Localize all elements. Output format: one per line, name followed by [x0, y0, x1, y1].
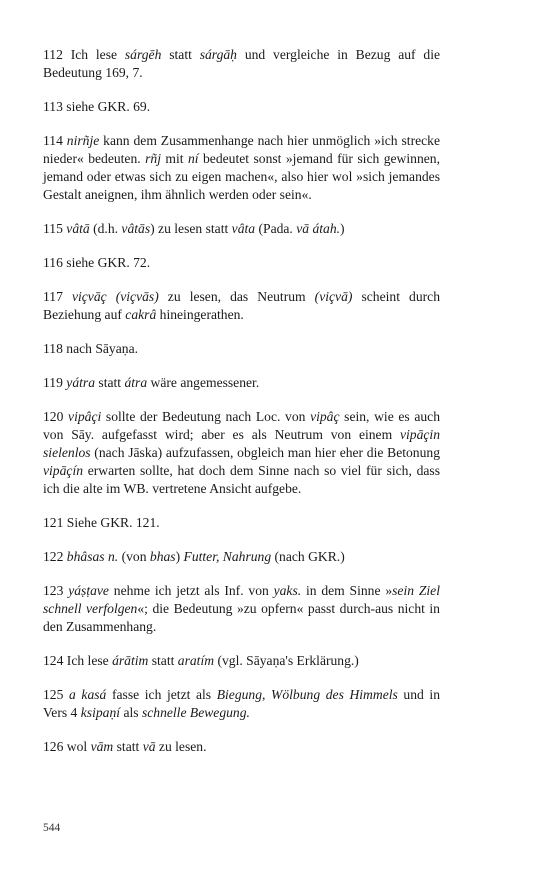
- footnote-text: 121 Siehe GKR. 121.: [43, 515, 160, 530]
- footnote-text: «; die Bedeutung »zu opfern« passt durch-aus nicht in den Zusammenhang.: [43, 601, 440, 634]
- footnote-text: 113 siehe GKR. 69.: [43, 99, 151, 114]
- footnote-italic-term: bhâsas n.: [66, 549, 119, 564]
- footnote: [43, 288, 440, 324]
- footnote-italic-term: sein Ziel schnell verfolgen: [43, 583, 440, 616]
- footnote-italic-term: viçvāç (viçvās): [71, 289, 159, 304]
- footnote-text: (nach GKR.): [271, 549, 345, 564]
- footnote-text: ): [340, 221, 345, 236]
- footnote-text: 120: [43, 409, 69, 424]
- footnote-text: 124 Ich lese: [43, 653, 113, 668]
- footnote: [43, 548, 440, 566]
- footnote-italic-term: bhas: [149, 549, 176, 564]
- footnote-text: fasse ich jetzt als: [106, 687, 217, 702]
- footnote-italic-term: rñj: [145, 151, 161, 166]
- footnote-italic-term: vām: [90, 739, 114, 754]
- footnote-italic-term: vâta: [231, 221, 256, 236]
- footnote: [43, 582, 440, 636]
- page-number: 544: [43, 822, 61, 834]
- footnote: [43, 652, 440, 670]
- footnote-italic-term: árātim: [112, 653, 149, 668]
- footnote-italic-term: nirñje: [66, 133, 100, 148]
- footnote: [43, 408, 440, 498]
- footnote: [43, 46, 440, 82]
- footnote-text: nehme ich jetzt als Inf. von: [108, 583, 274, 598]
- footnote-italic-term: schnelle Bewegung.: [141, 705, 250, 720]
- footnote-text: kann dem Zusammenhange nach hier unmöglich »ich strecke nieder« bedeuten.: [43, 133, 440, 166]
- footnote-italic-term: sárgēh: [124, 47, 162, 62]
- footnote-text: statt: [148, 653, 178, 668]
- footnote: [43, 132, 440, 204]
- footnote-text: statt: [95, 375, 125, 390]
- footnote: [43, 220, 440, 238]
- footnote-italic-term: vā: [142, 739, 156, 754]
- footnote-italic-term: (viçvā): [314, 289, 353, 304]
- footnote-italic-term: aratím: [177, 653, 215, 668]
- footnote-italic-term: a kasá: [69, 687, 107, 702]
- footnote-text: zu lesen, das Neutrum: [158, 289, 315, 304]
- footnote-text: 115: [43, 221, 67, 236]
- footnote-italic-term: ksipaṇí: [80, 705, 121, 720]
- footnote-text: wäre angemessener.: [147, 375, 260, 390]
- footnote: [43, 514, 440, 532]
- footnote-italic-term: vipâçi: [68, 409, 102, 424]
- footnote: [43, 738, 440, 756]
- footnote-italic-term: sárgāḥ: [199, 47, 237, 62]
- footnote-text: 114: [43, 133, 67, 148]
- footnote-italic-term: vipāçín: [43, 463, 84, 478]
- footnote-text: (d.h.: [89, 221, 122, 236]
- footnote-text: sein, wie es auch von Sāy. aufgefasst wird; aber es als Neutrum von einem: [43, 409, 440, 442]
- footnote-text: 125: [43, 687, 70, 702]
- footnote-text: statt: [161, 47, 200, 62]
- footnote-text: ) zu lesen statt: [150, 221, 232, 236]
- footnote: [43, 254, 440, 272]
- footnote-italic-term: vâtās: [121, 221, 151, 236]
- footnote-text: (von: [118, 549, 150, 564]
- footnote-text: (Pada.: [255, 221, 297, 236]
- footnote-text: erwarten sollte, hat doch dem Sinne nach so viel für sich, dass ich die alte im WB. vertretene Ansicht aufgebe.: [43, 463, 440, 496]
- footnote-text: als: [120, 705, 142, 720]
- footnote: [43, 374, 440, 392]
- footnote-text: zu lesen.: [155, 739, 207, 754]
- footnote-text: hineingerathen.: [156, 307, 244, 322]
- footnote-text: 122: [43, 549, 67, 564]
- footnote-italic-term: Futter, Nahrung: [183, 549, 272, 564]
- footnote-text: und vergleiche in Bezug auf die Bedeutung 169, 7.: [43, 47, 440, 80]
- footnote-text: mit: [160, 151, 188, 166]
- footnote-text: (vgl. Sāyaṇa's Erklärung.): [214, 653, 359, 668]
- footnote-text: 123: [43, 583, 69, 598]
- footnote-text: statt: [113, 739, 143, 754]
- footnote-text: 119: [43, 375, 67, 390]
- footnotes-list: [43, 46, 440, 772]
- footnote-text: scheint durch Beziehung auf: [43, 289, 440, 322]
- footnote-italic-term: yaks.: [273, 583, 302, 598]
- footnote-italic-term: yátra: [66, 375, 95, 390]
- footnote: [43, 340, 440, 358]
- footnote-italic-term: vā átah.: [296, 221, 341, 236]
- footnote-text: ): [175, 549, 184, 564]
- footnote-italic-term: Biegung, Wölbung des Himmels: [216, 687, 398, 702]
- footnote-italic-term: vipâç: [310, 409, 340, 424]
- footnote-text: 118 nach Sāyaṇa.: [43, 341, 138, 356]
- footnote-text: 126 wol: [43, 739, 91, 754]
- footnote-italic-term: yáṣṭave: [68, 583, 109, 598]
- footnote: [43, 686, 440, 722]
- footnote-italic-term: vâtā: [66, 221, 90, 236]
- footnote-text: 112 Ich lese: [43, 47, 125, 62]
- footnote-text: und in Vers 4: [43, 687, 440, 720]
- footnote-text: 117: [43, 289, 72, 304]
- footnote-text: (nach Jāska) aufzufassen, obgleich man hier eher die Betonung: [90, 445, 440, 460]
- footnote-text: bedeutet sonst »jemand für sich gewinnen, jemand oder etwas sich zu eigen machen«, also hier wol »sich jemandes Gestalt aneignen, ihm ähnlich werden oder sein«.: [43, 151, 440, 202]
- footnote-italic-term: átra: [124, 375, 148, 390]
- footnote-italic-term: ní: [187, 151, 199, 166]
- footnote-text: sollte der Bedeutung nach Loc. von: [101, 409, 311, 424]
- footnote-text: in dem Sinne »: [301, 583, 393, 598]
- footnote: [43, 98, 440, 116]
- footnote-italic-term: vipāçin sielenlos: [43, 427, 440, 460]
- footnote-text: 116 siehe GKR. 72.: [43, 255, 151, 270]
- footnote-italic-term: cakrâ: [125, 307, 157, 322]
